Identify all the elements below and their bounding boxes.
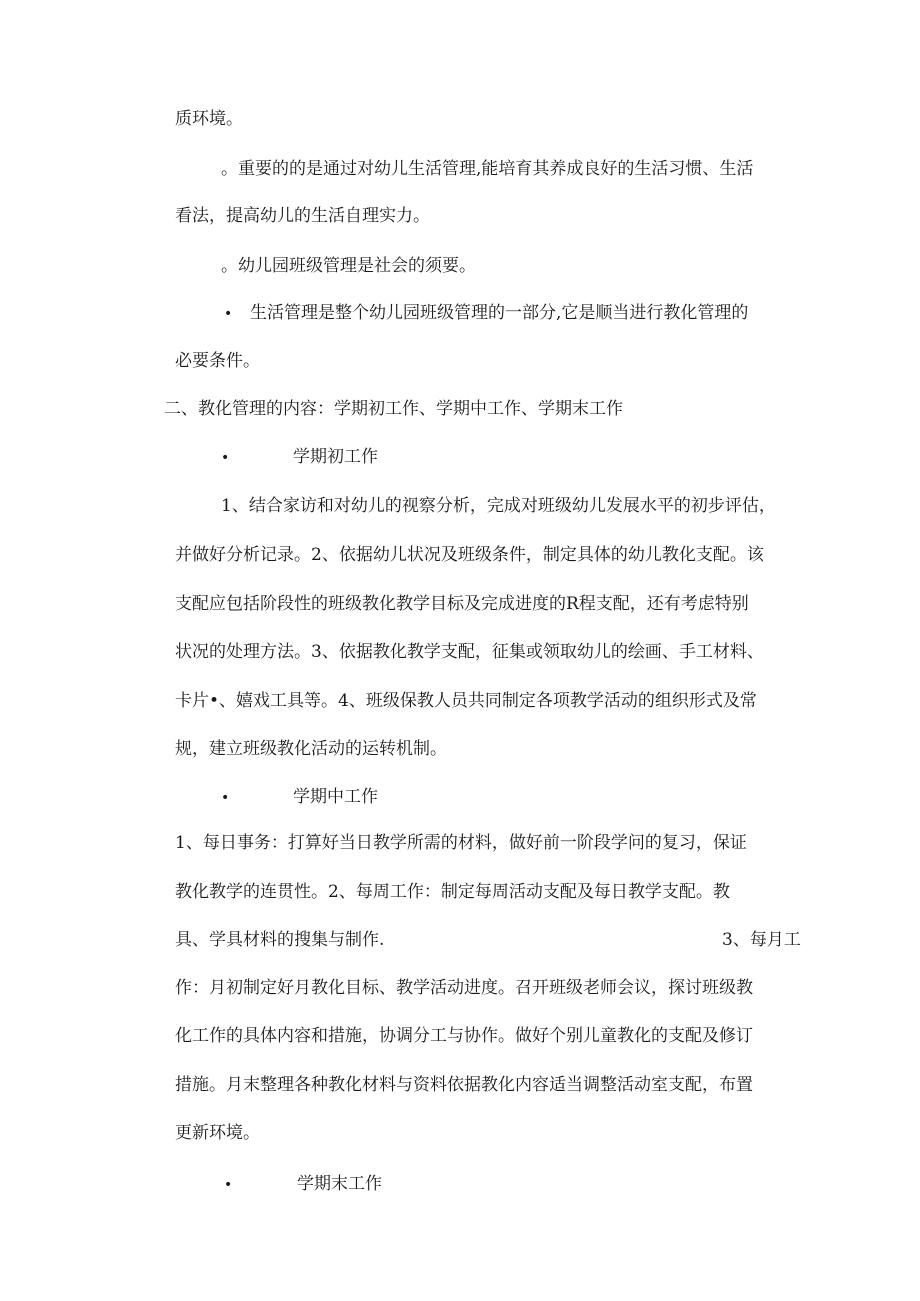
- text-line: 化工作的具体内容和措施，协调分工与协作。做好个别儿童教化的支配及修订: [175, 1026, 753, 1046]
- subsection-heading: 学期中工作: [293, 787, 378, 807]
- text-line: 教化教学的连贯性。2、每周工作：制定每周活动支配及每日教学支配。教: [175, 882, 730, 902]
- text-line: 卡片•、嬉戏工具等。4、班级保教人员共同制定各项教学活动的组织形式及常: [175, 691, 757, 711]
- text-line: 生活管理是整个幼儿园班级管理的一部分,它是顺当进行教化管理的: [250, 303, 749, 323]
- bullet-icon: •: [221, 790, 230, 806]
- bullet-icon: •: [221, 450, 230, 466]
- subsection-heading: 学期初工作: [293, 447, 378, 467]
- bullet-icon: •: [224, 306, 233, 322]
- text-line: 措施。月末整理各种教化材料与资料依据教化内容适当调整活动室支配，布置: [175, 1075, 753, 1095]
- text-line: 。重要的的是通过对幼儿生活管理,能培育其养成良好的生活习惯、生活: [221, 159, 754, 179]
- text-line: 必要条件。: [175, 351, 260, 371]
- text-line: 作：月初制定好月教化目标、教学活动进度。召开班级老师会议，探讨班级教: [175, 978, 753, 998]
- text-line: 。幼儿园班级管理是社会的须要。: [221, 256, 476, 276]
- text-line: 质环境。: [175, 109, 243, 129]
- text-line: 状况的处理方法。3、依据教化教学支配，征集或领取幼儿的绘画、手工材料、: [175, 642, 764, 662]
- text-line: 具、学具材料的搜集与制作.: [175, 930, 385, 950]
- text-line: 规，建立班级教化活动的运转机制。: [175, 739, 447, 759]
- section-heading: 二、教化管理的内容：学期初工作、学期中工作、学期末工作: [164, 399, 623, 419]
- bullet-icon: •: [224, 1177, 233, 1193]
- text-line: 1、结合家访和对幼儿的视察分析，完成对班级幼儿发展水平的初步评估，: [221, 496, 776, 516]
- text-line: 支配应包括阶段性的班级教化教学目标及完成进度的R程支配，还有考虑特别: [175, 594, 749, 614]
- text-line: 1、每日事务：打算好当日教学所需的材料，做好前一阶段学问的复习，保证: [175, 833, 747, 853]
- text-line: 看法，提高幼儿的生活自理实力。: [175, 206, 430, 226]
- text-line: 3、每月工: [722, 930, 801, 950]
- text-line: 并做好分析记录。2、依据幼儿状况及班级条件，制定具体的幼儿教化支配。该: [175, 545, 764, 565]
- text-line: 更新环境。: [175, 1123, 260, 1143]
- subsection-heading: 学期末工作: [297, 1174, 382, 1194]
